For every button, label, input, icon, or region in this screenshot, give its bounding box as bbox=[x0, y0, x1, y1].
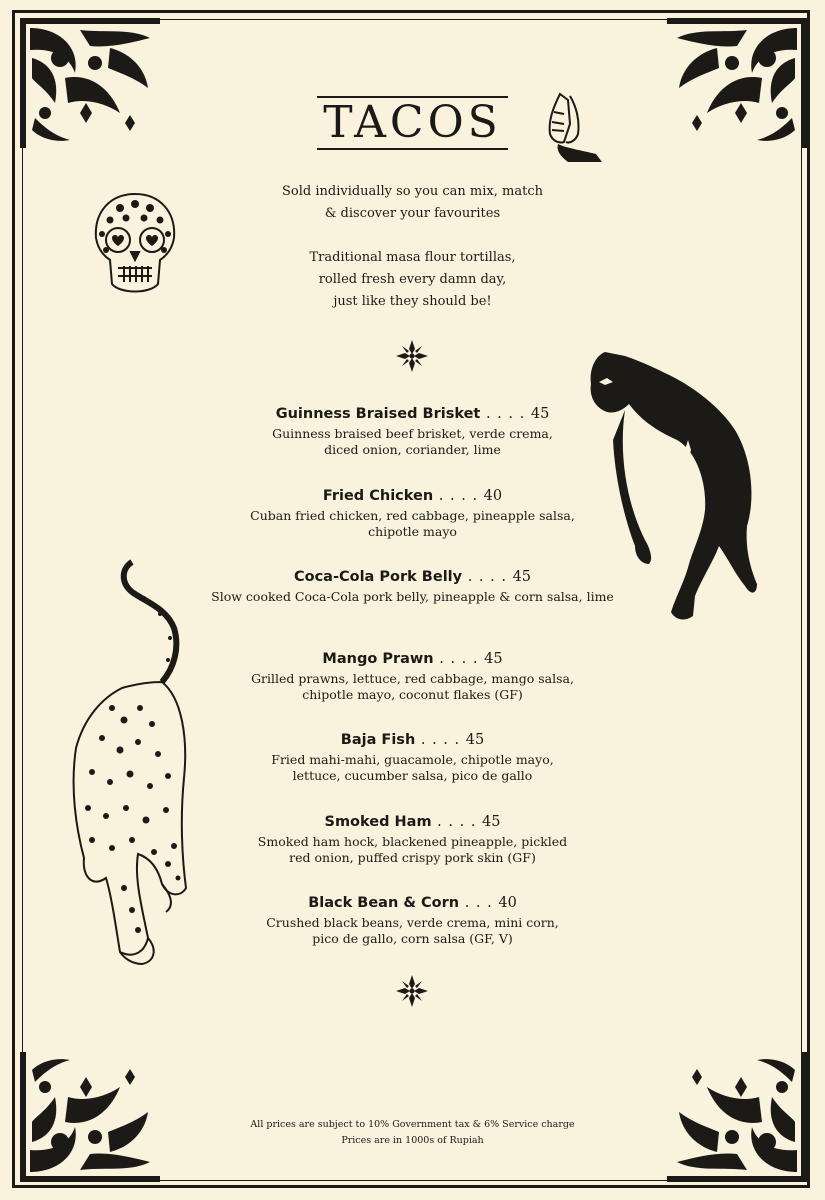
menu-item-name: Coca-Cola Pork Belly bbox=[293, 569, 463, 585]
menu-item-name: Baja Fish bbox=[340, 732, 416, 748]
menu-item-price: 45 bbox=[484, 650, 503, 667]
menu-item bbox=[0, 728, 825, 810]
menu-item-price: 40 bbox=[483, 487, 503, 504]
page-title bbox=[0, 96, 825, 150]
menu-item bbox=[0, 891, 825, 973]
menu-item-desc: diced onion, coriander, lime bbox=[324, 442, 501, 457]
menu-item-desc: Slow cooked Coca-Cola pork belly, pineapple & corn salsa, lime bbox=[211, 589, 614, 604]
intro-line: just like they should be! bbox=[333, 294, 492, 309]
menu-item-desc: Smoked ham hock, blackened pineapple, pickled bbox=[257, 833, 568, 849]
price-notes bbox=[0, 1117, 825, 1149]
menu-item-desc: chipotle mayo bbox=[368, 523, 457, 539]
menu-item-price: 45 bbox=[465, 732, 485, 748]
menu-item-desc: chipotle mayo, coconut flakes (GF) bbox=[302, 686, 523, 702]
menu-item bbox=[0, 647, 825, 729]
menu-item-price: 40 bbox=[498, 895, 517, 911]
menu-list bbox=[0, 402, 825, 973]
menu-item-dots: . . . bbox=[459, 895, 499, 911]
menu-item-dots: . . . . bbox=[431, 813, 483, 830]
menu-item-title bbox=[0, 484, 825, 508]
menu-item bbox=[0, 565, 825, 647]
menu-item bbox=[0, 484, 825, 566]
menu-item-name: Fried Chicken bbox=[322, 487, 434, 504]
menu-item-title bbox=[0, 728, 825, 752]
intro-line: & discover your favourites bbox=[324, 206, 501, 221]
menu-item-title bbox=[0, 891, 825, 915]
menu-item-dots: . . . . bbox=[462, 569, 513, 585]
menu-item-desc: pico de gallo, corn salsa (GF, V) bbox=[312, 931, 513, 946]
menu-item-name: Guinness Braised Brisket bbox=[275, 406, 481, 422]
menu-item-desc: Guinness braised beef brisket, verde crema, bbox=[272, 426, 553, 441]
menu-item-title bbox=[0, 402, 825, 426]
intro-text-mix bbox=[0, 181, 825, 225]
menu-item-dots: . . . . bbox=[433, 650, 485, 667]
menu-item-name: Mango Prawn bbox=[322, 650, 434, 667]
menu-item bbox=[0, 810, 825, 892]
currency-note: Prices are in 1000s of Rupiah bbox=[341, 1135, 484, 1146]
menu-item-desc: red onion, puffed crispy pork skin (GF) bbox=[289, 849, 536, 865]
menu-item-price: 45 bbox=[482, 813, 501, 830]
menu-item-desc: Crushed black beans, verde crema, mini corn, bbox=[266, 915, 559, 930]
praying-hands-icon bbox=[540, 90, 606, 164]
menu-item-dots: . . . . bbox=[415, 732, 466, 748]
intro-line: rolled fresh every damn day, bbox=[318, 272, 507, 287]
page-title-text: TACOS bbox=[317, 96, 508, 150]
menu-item-title bbox=[0, 565, 825, 589]
menu-item-desc: Cuban fried chicken, red cabbage, pineapple salsa, bbox=[250, 507, 575, 523]
menu-item-title bbox=[0, 647, 825, 671]
menu-item-dots: . . . . bbox=[480, 406, 531, 422]
intro-line: Traditional masa flour tortillas, bbox=[309, 250, 516, 265]
menu-item bbox=[0, 402, 825, 484]
menu-item-name: Black Bean & Corn bbox=[308, 895, 460, 911]
menu-item-dots: . . . . bbox=[433, 487, 484, 504]
tax-note: All prices are subject to 10% Government tax & 6% Service charge bbox=[250, 1119, 575, 1130]
menu-item-title bbox=[0, 810, 825, 834]
menu-item-desc: lettuce, cucumber salsa, pico de gallo bbox=[292, 768, 533, 783]
menu-item-desc: Grilled prawns, lettuce, red cabbage, mango salsa, bbox=[251, 670, 574, 686]
menu-item-name: Smoked Ham bbox=[324, 813, 432, 830]
flourish-icon bbox=[394, 338, 430, 374]
menu-item-price: 45 bbox=[530, 406, 550, 422]
intro-line: Sold individually so you can mix, match bbox=[282, 184, 543, 199]
intro-text-tortillas bbox=[0, 247, 825, 313]
menu-item-desc: Fried mahi-mahi, guacamole, chipotle mayo, bbox=[271, 752, 554, 767]
flourish-icon bbox=[394, 973, 430, 1009]
menu-item-price: 45 bbox=[512, 569, 532, 585]
